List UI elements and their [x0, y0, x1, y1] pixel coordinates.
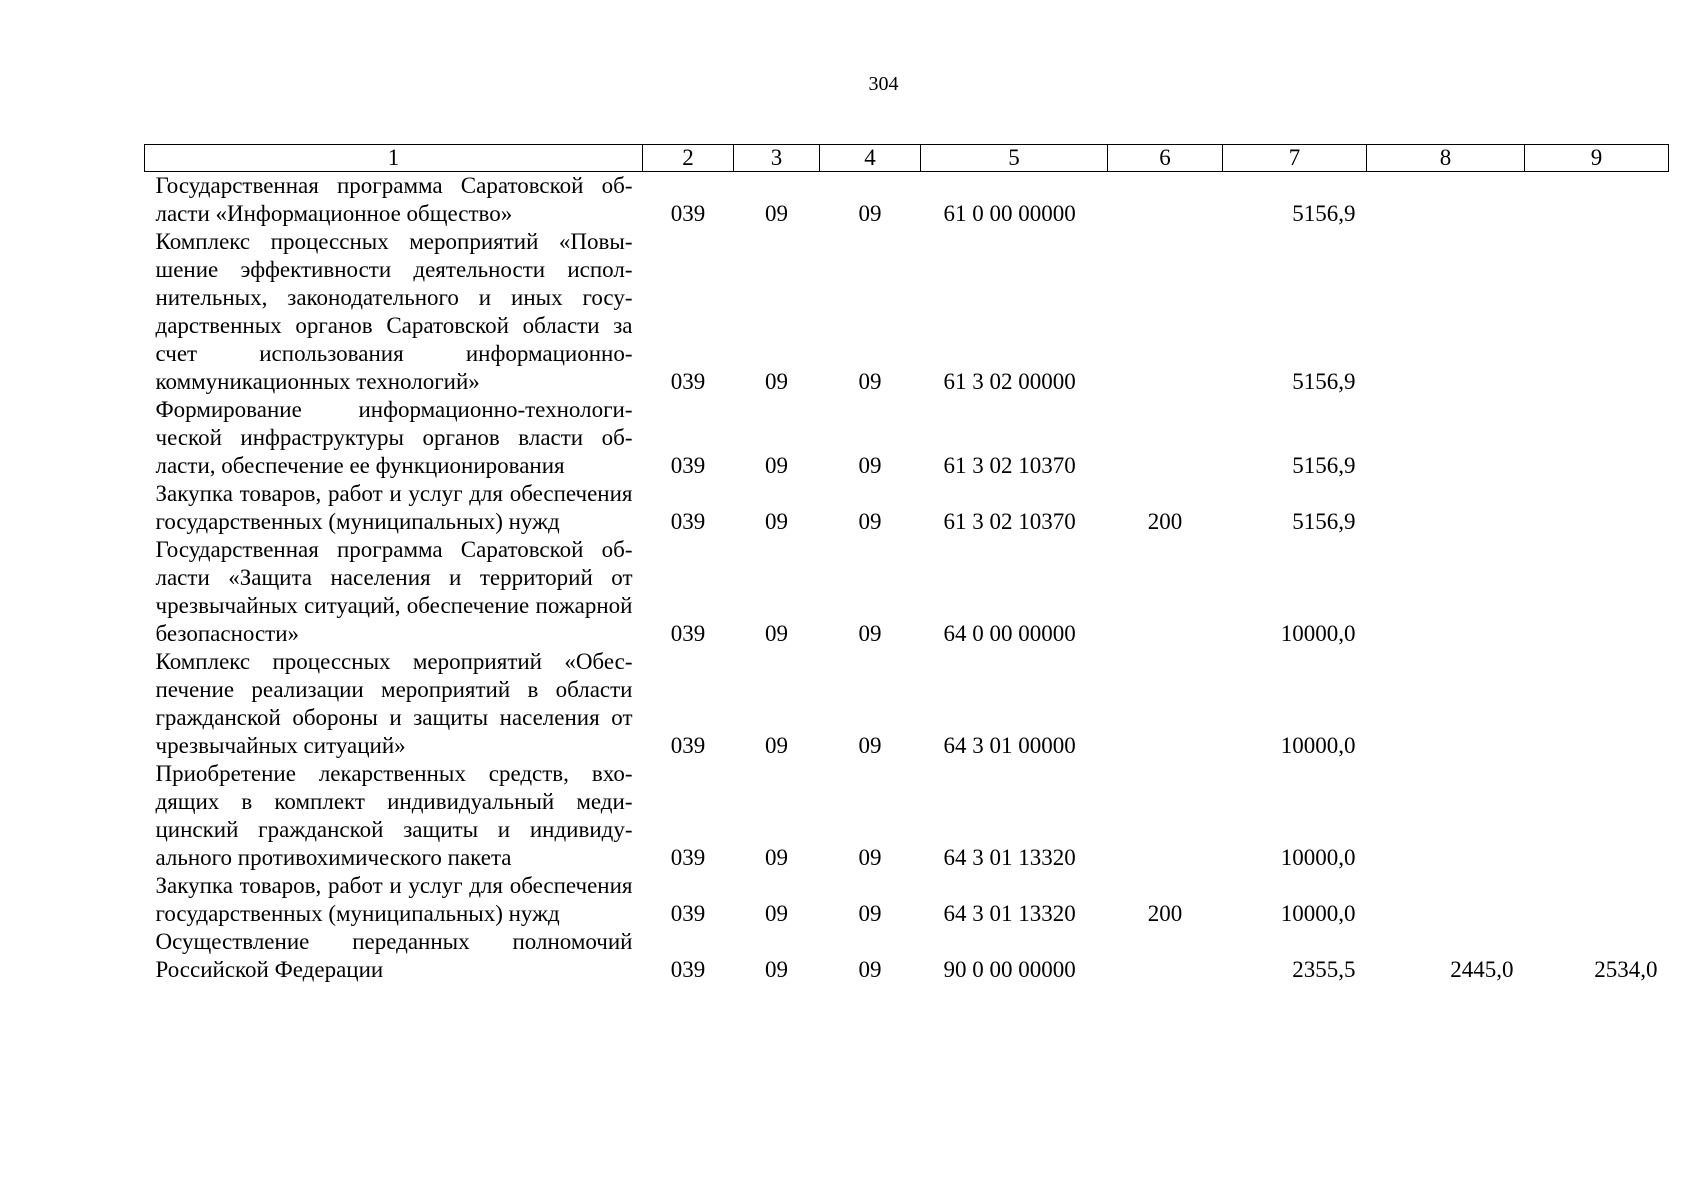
row-name: Государственная программа Саратовской области «Защита населения и территорий от чрезвычайных ситуаций, обеспечение пожарной безопасности»	[155, 537, 633, 646]
row-name: Осуществление переданных полномочий Российской Федерации	[155, 929, 633, 982]
column-header-7: 7	[1223, 145, 1367, 172]
table-row	[145, 480, 1669, 536]
row-name: Комплекс процессных мероприятий «Повышение эффективности деятельности исполнительных, законодательного и иных государственных органов Саратовской области за счет использования информационно-коммуникационных технологий»	[155, 229, 633, 394]
target-article-code: 61 3 02 00000	[943, 369, 1076, 394]
amount-col-7: 5156,9	[1292, 453, 1356, 478]
column-header-2: 2	[643, 145, 734, 172]
amount-col-8	[1367, 648, 1525, 760]
ved-code: 039	[670, 901, 706, 926]
subsection-code: 09	[858, 621, 882, 646]
section-code: 09	[765, 733, 788, 758]
header-row	[145, 145, 1669, 172]
amount-col-8	[1367, 228, 1525, 396]
ved-code: 039	[670, 845, 706, 870]
section-code: 09	[765, 201, 788, 226]
section-code: 09	[765, 621, 788, 646]
row-name: Закупка товаров, работ и услуг для обеспечения государственных (муниципальных) нужд	[155, 873, 633, 926]
target-article-code: 61 3 02 10370	[943, 509, 1076, 534]
amount-col-7: 10000,0	[1280, 733, 1356, 758]
amount-col-9: 2534,0	[1594, 957, 1658, 982]
section-code: 09	[765, 845, 788, 870]
amount-col-9	[1525, 872, 1669, 928]
amount-col-7: 2355,5	[1292, 957, 1356, 982]
table-row	[145, 648, 1669, 760]
column-header-3: 3	[734, 145, 820, 172]
ved-code: 039	[670, 957, 706, 982]
ved-code: 039	[670, 733, 706, 758]
target-article-code: 61 0 00 00000	[943, 201, 1076, 226]
target-article-code: 64 3 01 00000	[943, 733, 1076, 758]
row-name: Формирование информационно-технологической инфраструктуры органов власти области, обеспечение ее функционирования	[155, 397, 633, 478]
amount-col-8	[1367, 172, 1525, 229]
ved-code: 039	[670, 621, 706, 646]
column-header-1: 1	[145, 145, 643, 172]
column-header-5: 5	[921, 145, 1108, 172]
page-number: 304	[868, 73, 899, 95]
subsection-code: 09	[858, 509, 882, 534]
table-header	[145, 145, 1669, 172]
subsection-code: 09	[858, 201, 882, 226]
table-row	[145, 872, 1669, 928]
expense-type-code: 200	[1147, 901, 1183, 926]
ved-code: 039	[670, 453, 706, 478]
row-name: Государственная программа Саратовской области «Информационное общество»	[155, 173, 633, 226]
expense-type-code	[1108, 648, 1223, 760]
amount-col-7: 10000,0	[1280, 901, 1356, 926]
expense-type-code	[1108, 760, 1223, 872]
amount-col-8	[1367, 872, 1525, 928]
column-header-9: 9	[1525, 145, 1669, 172]
amount-col-9	[1525, 172, 1669, 229]
table-body	[145, 172, 1669, 985]
amount-col-9	[1525, 396, 1669, 480]
amount-col-9	[1525, 536, 1669, 648]
target-article-code: 64 0 00 00000	[943, 621, 1076, 646]
amount-col-9	[1525, 760, 1669, 872]
expense-type-code: 200	[1147, 509, 1183, 534]
expense-type-code	[1108, 172, 1223, 229]
expense-type-code	[1108, 536, 1223, 648]
target-article-code: 64 3 01 13320	[943, 845, 1076, 870]
row-name: Приобретение лекарственных средств, входящих в комплект индивидуальный медицинский гражданской защиты и индивидуального противохимического пакета	[155, 761, 633, 870]
amount-col-7: 5156,9	[1292, 509, 1356, 534]
section-code: 09	[765, 509, 788, 534]
subsection-code: 09	[858, 845, 882, 870]
column-header-4: 4	[820, 145, 921, 172]
row-name: Закупка товаров, работ и услуг для обеспечения государственных (муниципальных) нужд	[155, 481, 633, 534]
amount-col-7: 10000,0	[1280, 621, 1356, 646]
table-row	[145, 228, 1669, 396]
table-row	[145, 928, 1669, 984]
subsection-code: 09	[858, 453, 882, 478]
target-article-code: 64 3 01 13320	[943, 901, 1076, 926]
amount-col-7: 10000,0	[1280, 845, 1356, 870]
amount-col-7: 5156,9	[1292, 369, 1356, 394]
amount-col-9	[1525, 228, 1669, 396]
amount-col-9	[1525, 480, 1669, 536]
section-code: 09	[765, 901, 788, 926]
table-row	[145, 760, 1669, 872]
amount-col-9	[1525, 648, 1669, 760]
amount-col-8	[1367, 760, 1525, 872]
subsection-code: 09	[858, 369, 882, 394]
amount-col-8	[1367, 536, 1525, 648]
ved-code: 039	[670, 369, 706, 394]
row-name: Комплекс процессных мероприятий «Обеспечение реализации мероприятий в области гражданской обороны и защиты населения от чрезвычайных ситуаций»	[155, 649, 633, 758]
amount-col-8	[1367, 396, 1525, 480]
target-article-code: 61 3 02 10370	[943, 453, 1076, 478]
amount-col-8: 2445,0	[1450, 957, 1514, 982]
subsection-code: 09	[858, 957, 882, 982]
section-code: 09	[765, 369, 788, 394]
ved-code: 039	[670, 509, 706, 534]
expense-type-code	[1108, 396, 1223, 480]
budget-table	[144, 144, 1669, 984]
amount-col-8	[1367, 480, 1525, 536]
amount-col-7: 5156,9	[1292, 201, 1356, 226]
column-header-8: 8	[1367, 145, 1525, 172]
subsection-code: 09	[858, 901, 882, 926]
ved-code: 039	[670, 201, 706, 226]
section-code: 09	[765, 453, 788, 478]
table-row	[145, 172, 1669, 229]
subsection-code: 09	[858, 733, 882, 758]
column-header-6: 6	[1108, 145, 1223, 172]
expense-type-code	[1108, 228, 1223, 396]
table-row	[145, 536, 1669, 648]
expense-type-code	[1108, 928, 1223, 984]
section-code: 09	[765, 957, 788, 982]
table-row	[145, 396, 1669, 480]
target-article-code: 90 0 00 00000	[943, 957, 1076, 982]
